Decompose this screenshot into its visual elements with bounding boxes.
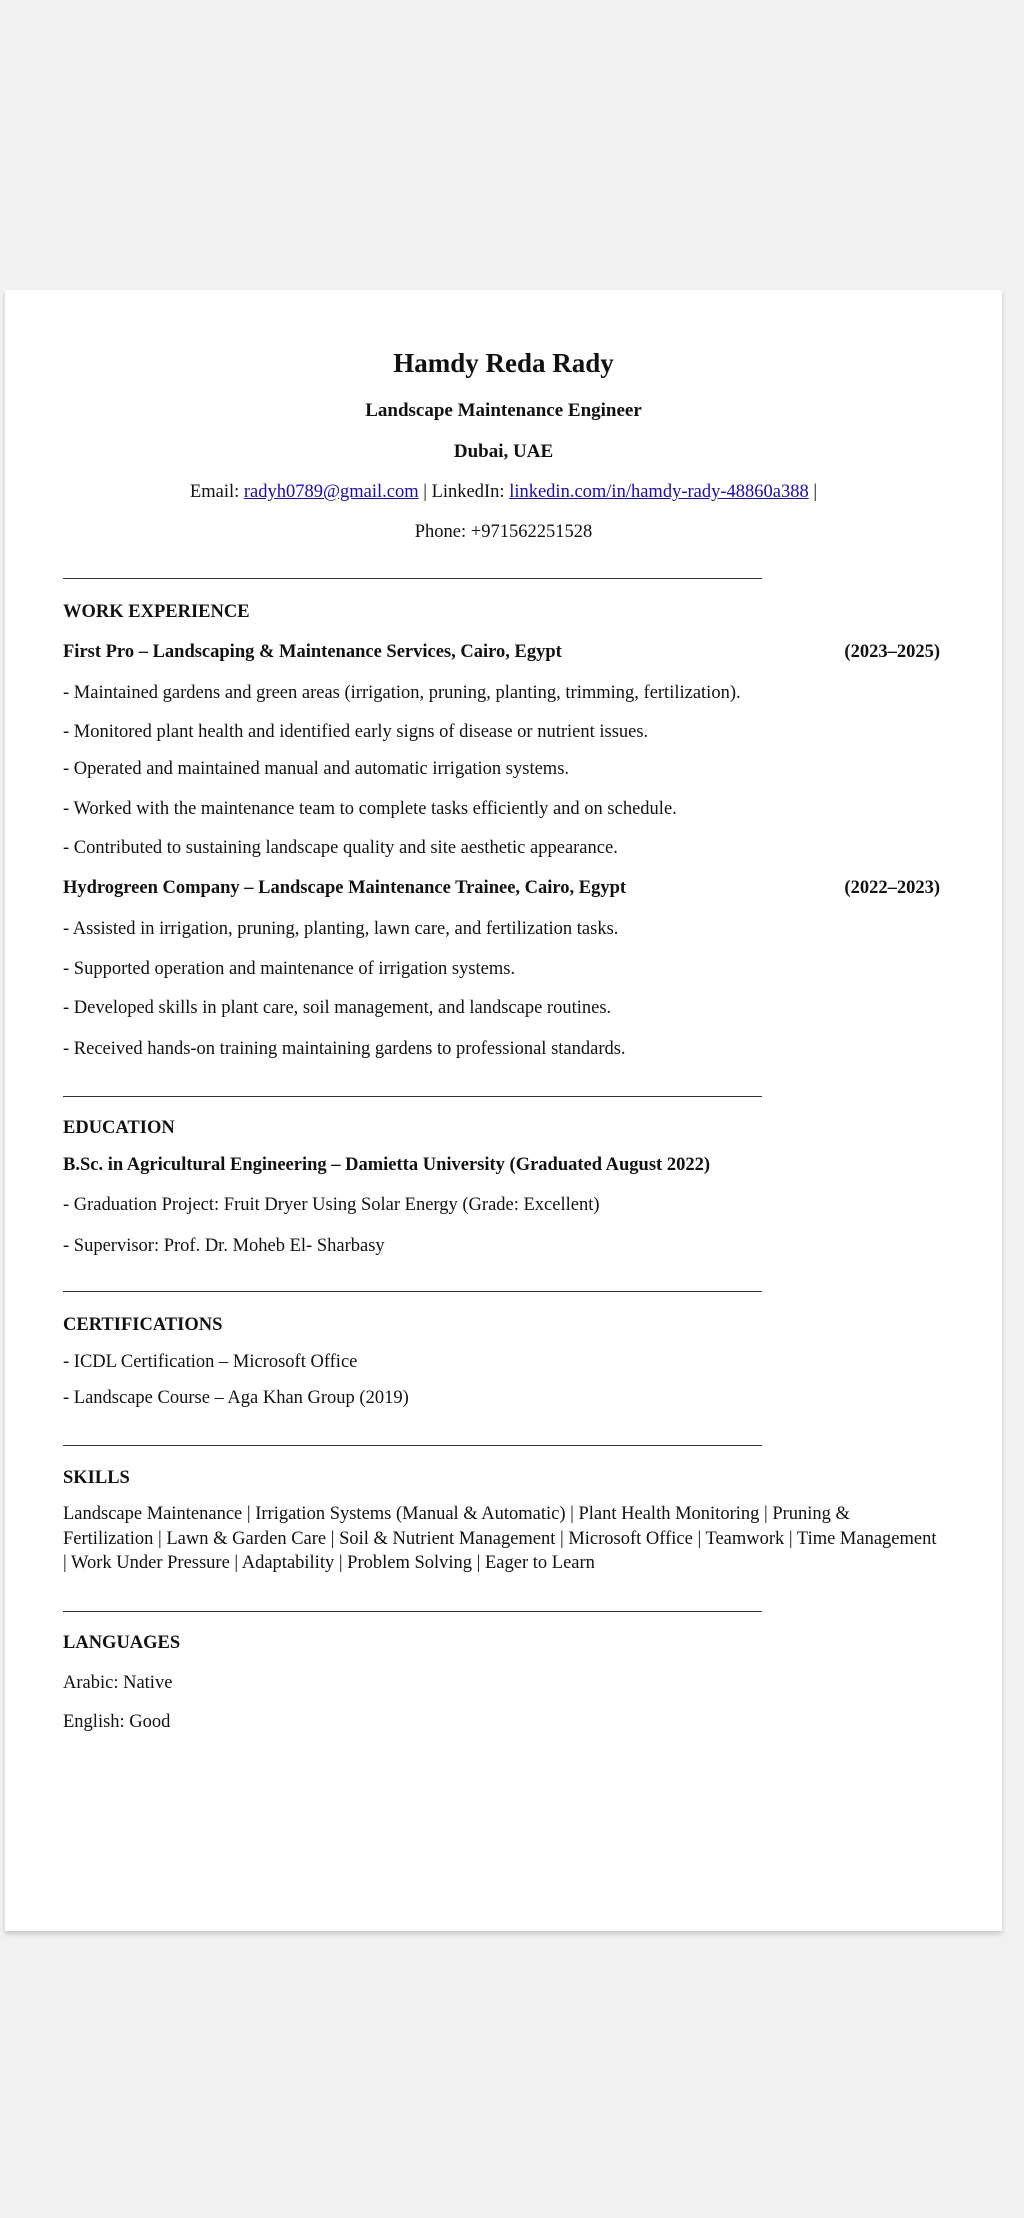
section-heading-certifications: CERTIFICATIONS [63,1315,223,1335]
bullet: - Developed skills in plant care, soil management, and landscape routines. [63,998,612,1018]
separator: | [813,482,818,502]
divider [63,1291,762,1292]
job-dates: (2022–2023) [844,878,940,898]
location: Dubai, UAE [453,441,554,462]
bullet: - Supported operation and maintenance of irrigation systems. [63,959,516,979]
section-heading-languages: LANGUAGES [63,1633,181,1653]
bullet: - Worked with the maintenance team to complete tasks efficiently and on schedule. [63,799,677,819]
section-heading-skills: SKILLS [63,1468,130,1488]
email-link[interactable]: radyh0789@gmail.com [243,482,419,502]
email-label: Email: [189,482,240,502]
language-item: English: Good [63,1712,171,1732]
section-heading-education: EDUCATION [63,1118,175,1138]
language-item: Arabic: Native [63,1673,173,1693]
linkedin-label: LinkedIn: [431,482,505,502]
bullet: - Received hands-on training maintaining gardens to professional standards. [63,1039,626,1059]
contact-line [5,480,1002,504]
divider [63,1096,762,1097]
bullet: - Monitored plant health and identified early signs of disease or nutrient issues. [63,722,649,742]
bullet: - Maintained gardens and green areas (irrigation, pruning, planting, trimming, fertilization). [63,683,741,703]
section-heading-work: WORK EXPERIENCE [63,602,250,622]
candidate-name: Hamdy Reda Rady [393,348,614,378]
phone: Phone: +971562251528 [414,522,593,542]
separator: | [423,482,427,502]
bullet: - Operated and maintained manual and automatic irrigation systems. [63,759,570,779]
bullet: - Contributed to sustaining landscape quality and site aesthetic appearance. [63,838,618,858]
degree: B.Sc. in Agricultural Engineering – Damietta University (Graduated August 2022) [63,1155,710,1175]
resume-page [5,290,1002,1931]
certification-item: - ICDL Certification – Microsoft Office [63,1352,358,1372]
divider [63,1445,762,1446]
linkedin-link[interactable]: linkedin.com/in/hamdy-rady-48860a388 [509,482,809,502]
job-dates: (2023–2025) [844,642,940,662]
job-title: Landscape Maintenance Engineer [365,400,642,421]
bullet: - Graduation Project: Fruit Dryer Using Solar Energy (Grade: Excellent) [63,1195,600,1215]
bullet: - Assisted in irrigation, pruning, planting, lawn care, and fertilization tasks. [63,919,619,939]
job-title: First Pro – Landscaping & Maintenance Services, Cairo, Egypt [63,642,562,662]
bullet: - Supervisor: Prof. Dr. Moheb El- Sharbasy [63,1236,385,1256]
divider [63,578,762,579]
divider [63,1611,762,1612]
certification-item: - Landscape Course – Aga Khan Group (2019) [63,1388,409,1408]
skills-list: Landscape Maintenance | Irrigation Systems (Manual & Automatic) | Plant Health Monitoring | Pruning & Fertilization | Lawn & Garden Care | Soil & Nutrient Management | Microsoft Office | Teamwork | Time Management | Work Under Pressure | Adaptability | Problem Solving | Eager to Learn [63,1504,937,1573]
job-title: Hydrogreen Company – Landscape Maintenance Trainee, Cairo, Egypt [63,878,627,898]
